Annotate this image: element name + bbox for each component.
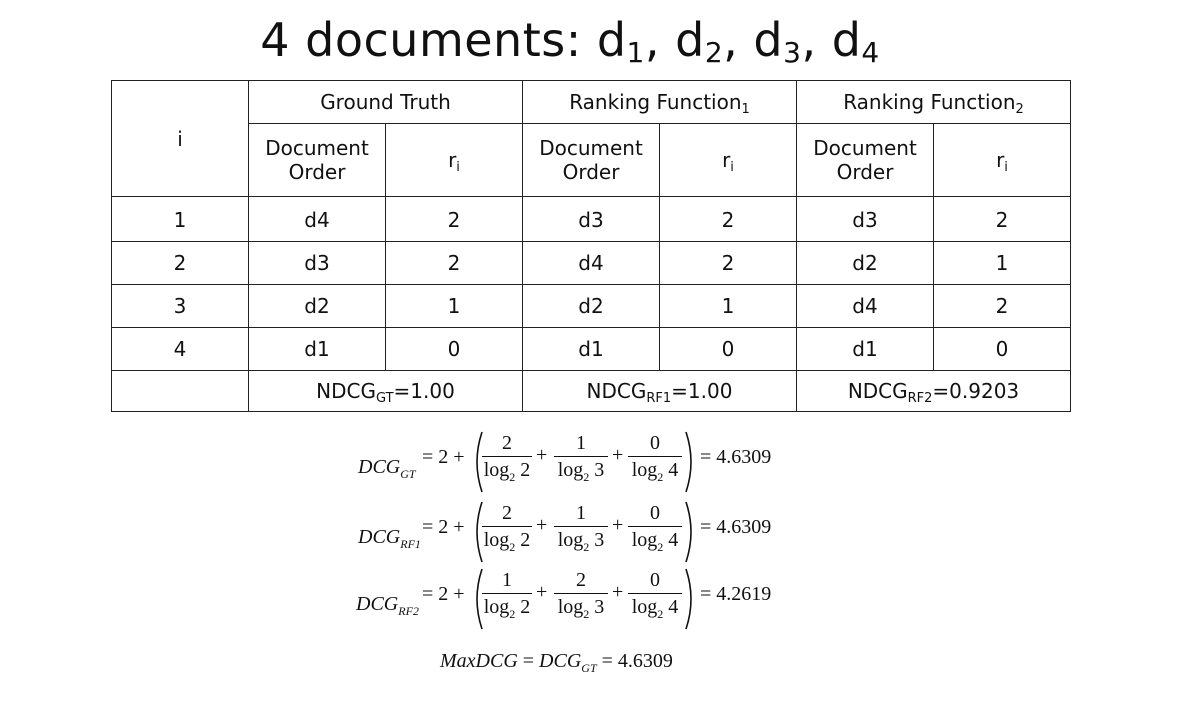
doc-d2: $d_2$, xyxy=(675,13,754,69)
fraction: 2 $\log_2 2$ xyxy=(483,432,531,484)
ranking-table xyxy=(111,80,1071,412)
table-row xyxy=(112,197,1071,242)
relevance-header: $r_i$ xyxy=(934,124,1071,197)
ndcg-rf2: $NDCG_{RF2}=0.9203$ xyxy=(797,371,1071,412)
doc-order-header: Document Order xyxy=(249,124,386,197)
doc-cell: d1 xyxy=(797,328,934,371)
plus-sign: + xyxy=(536,581,548,603)
fraction: 1 $\log_2 3$ xyxy=(554,430,608,483)
relevance-cell: 2 xyxy=(934,197,1071,242)
fraction: 1 $\log_2 2$ xyxy=(483,569,531,621)
doc-cell: d4 xyxy=(249,197,386,242)
group-header-ranking-function-2: Ranking Function$_2$ xyxy=(797,81,1071,124)
right-paren xyxy=(684,430,698,494)
doc-cell: d2 xyxy=(249,285,386,328)
relevance-cell: 0 xyxy=(386,328,523,371)
fraction: 0 $\log_2 4$ xyxy=(628,500,682,553)
relevance-header: $r_i$ xyxy=(386,124,523,197)
group-header-ranking-function-1: Ranking Function$_1$ xyxy=(523,81,797,124)
relevance-cell: 0 xyxy=(934,328,1071,371)
footer-blank-cell xyxy=(112,371,249,412)
fraction: 1 $\log_2 3$ xyxy=(554,500,608,553)
max-dcg-equation: MaxDCG = $DCG_{GT} = 4.6309$ xyxy=(440,650,673,675)
relevance-cell: 0 xyxy=(660,328,797,371)
relevance-header: $r_i$ xyxy=(660,124,797,197)
doc-cell: d2 xyxy=(523,285,660,328)
relevance-cell: 1 xyxy=(934,242,1071,285)
equation-result: = 4.2619 xyxy=(700,583,772,605)
table-row xyxy=(112,242,1071,285)
rank-cell: 3 xyxy=(112,285,249,328)
doc-cell: d1 xyxy=(523,328,660,371)
fraction: 2 $\log_2 3$ xyxy=(554,567,608,620)
max-dcg-label: MaxDCG xyxy=(440,650,518,672)
doc-cell: d1 xyxy=(249,328,386,371)
equation-result: = 4.6309 xyxy=(700,446,772,468)
plus-sign: + xyxy=(536,514,548,536)
relevance-cell: 2 xyxy=(386,242,523,285)
title-prefix: 4 documents: xyxy=(260,13,597,67)
rank-cell: 1 xyxy=(112,197,249,242)
doc-cell: d3 xyxy=(249,242,386,285)
right-paren xyxy=(684,500,698,564)
doc-d1: $d_1$, xyxy=(596,13,676,69)
relevance-cell: 2 xyxy=(660,242,797,285)
doc-d4: $d_4$ xyxy=(831,13,880,69)
equation-lead: = 2 + xyxy=(422,583,465,605)
fraction: 2 $\log_2 2$ xyxy=(483,502,531,554)
equation-result: = 4.6309 xyxy=(700,516,772,538)
doc-order-header: Document Order xyxy=(797,124,934,197)
doc-cell: d4 xyxy=(797,285,934,328)
right-paren xyxy=(684,567,698,631)
relevance-cell: 2 xyxy=(660,197,797,242)
doc-cell: d3 xyxy=(797,197,934,242)
doc-cell: d3 xyxy=(523,197,660,242)
equation-lead: = 2 + xyxy=(422,516,465,538)
equation-lhs: $DCG_{RF2}$ xyxy=(356,593,419,618)
ndcg-gt: $NDCG_{GT}=1.00$ xyxy=(249,371,523,412)
plus-sign: + xyxy=(612,444,624,466)
equation-lhs: $DCG_{RF1}$ xyxy=(358,526,421,551)
relevance-cell: 2 xyxy=(934,285,1071,328)
page-title xyxy=(0,12,1140,68)
table-row xyxy=(112,285,1071,328)
rank-cell: 4 xyxy=(112,328,249,371)
i-header: i xyxy=(112,81,249,197)
doc-order-header: Document Order xyxy=(523,124,660,197)
relevance-cell: 1 xyxy=(660,285,797,328)
plus-sign: + xyxy=(612,581,624,603)
equation-lhs: $DCG_{GT}$ xyxy=(358,456,416,481)
relevance-cell: 1 xyxy=(386,285,523,328)
doc-d3: $d_3$, xyxy=(753,13,832,69)
plus-sign: + xyxy=(612,514,624,536)
fraction: 0 $\log_2 4$ xyxy=(628,567,682,620)
doc-cell: d2 xyxy=(797,242,934,285)
relevance-cell: 2 xyxy=(386,197,523,242)
group-header-ground-truth: Ground Truth xyxy=(249,81,523,124)
rank-cell: 2 xyxy=(112,242,249,285)
plus-sign: + xyxy=(536,444,548,466)
doc-cell: d4 xyxy=(523,242,660,285)
fraction: 0 $\log_2 4$ xyxy=(628,430,682,483)
equation-lead: = 2 + xyxy=(422,446,465,468)
table-row xyxy=(112,328,1071,371)
ndcg-rf1: $NDCG_{RF1}=1.00$ xyxy=(523,371,797,412)
